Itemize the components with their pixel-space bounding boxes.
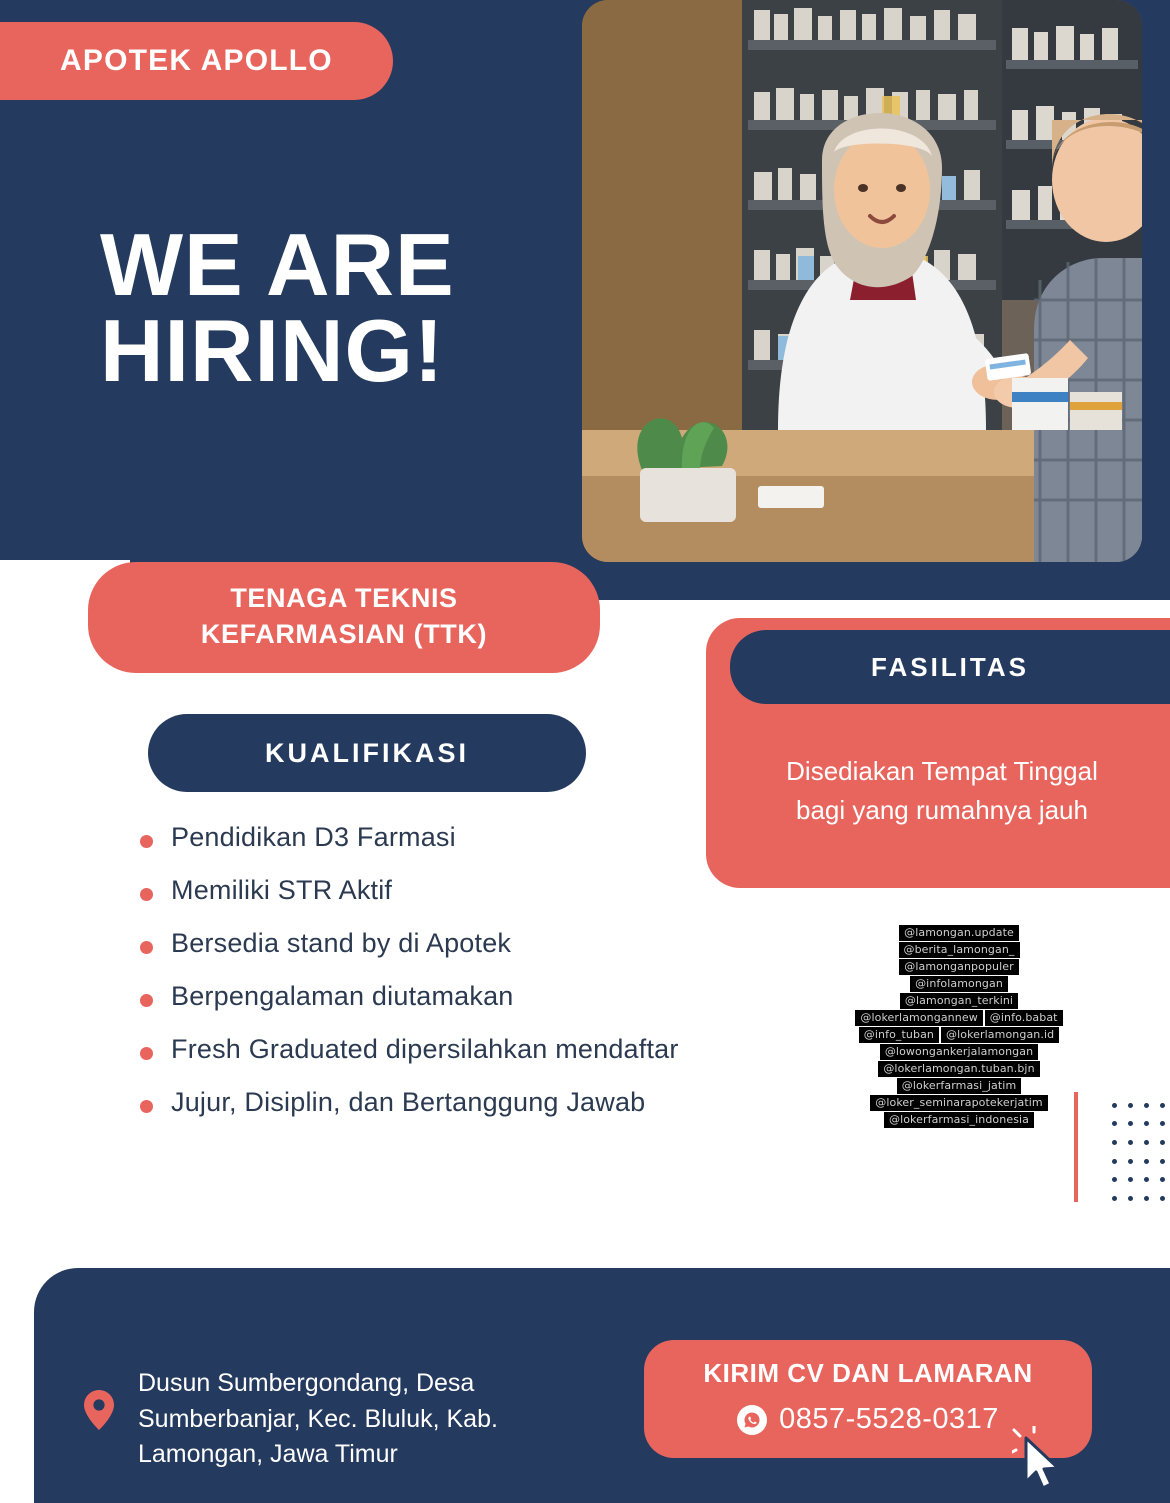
bullet-icon (140, 1047, 153, 1060)
tag-item: @info_tuban (859, 1027, 939, 1043)
tag-row (878, 1061, 1039, 1077)
tag-item: @lokerlamongan.id (941, 1027, 1059, 1043)
job-title-line-1: TENAGA TEKNIS (230, 583, 458, 613)
bullet-icon (140, 888, 153, 901)
bullet-icon (140, 941, 153, 954)
tag-row (899, 959, 1019, 975)
tag-item: @lamongan_terkini (900, 993, 1018, 1009)
qualification-text: Bersedia stand by di Apotek (171, 928, 512, 958)
tag-item: @berita_lamongan_ (899, 942, 1020, 958)
tag-item: @lokerfarmasi_indonesia (884, 1112, 1034, 1128)
tag-row (910, 976, 1008, 992)
list-item (140, 928, 840, 959)
brand-pill: APOTEK APOLLO (0, 22, 393, 100)
social-tag-cloud (846, 925, 1072, 1128)
tag-item: @lamonganpopuler (899, 959, 1019, 975)
tag-item: @lokerlamongannew (855, 1010, 982, 1026)
tag-item: @lamongan.update (899, 925, 1019, 941)
qualification-text: Fresh Graduated dipersilahkan mendaftar (171, 1034, 679, 1064)
tag-row (897, 1078, 1022, 1094)
tag-item: @info.babat (985, 1010, 1063, 1026)
list-item (140, 1034, 840, 1065)
tag-row (880, 1044, 1038, 1060)
list-item (140, 981, 840, 1012)
bullet-icon (140, 835, 153, 848)
facilities-heading: FASILITAS (730, 630, 1170, 704)
tag-item: @lokerlamongan.tuban.bjn (878, 1061, 1039, 1077)
tag-row (870, 1095, 1047, 1111)
tag-item: @loker_seminarapotekerjatim (870, 1095, 1047, 1111)
qualification-text: Memiliki STR Aktif (171, 875, 393, 905)
pharmacy-photo-illustration (582, 0, 1142, 562)
tag-row (900, 993, 1018, 1009)
address-line-1: Dusun Sumbergondang, Desa (138, 1369, 475, 1397)
facilities-text-line-1: Disediakan Tempat Tinggal (786, 756, 1098, 786)
mouse-cursor-icon (1012, 1426, 1068, 1492)
job-title-line-2: KEFARMASIAN (TTK) (200, 619, 488, 650)
address-text (138, 1366, 608, 1473)
tag-item: @lokerfarmasi_jatim (897, 1078, 1022, 1094)
list-item (140, 1087, 840, 1118)
dot-grid-decoration (1106, 1096, 1170, 1208)
location-pin-icon (84, 1390, 114, 1430)
headline-line-1: WE ARE (100, 215, 455, 314)
qualifications-heading: KUALIFIKASI (148, 714, 586, 792)
pharmacy-photo (582, 0, 1142, 562)
tag-row (859, 1027, 1059, 1043)
headline-line-2: HIRING! (100, 301, 445, 401)
tag-row (855, 1010, 1062, 1026)
qualification-text: Pendidikan D3 Farmasi (171, 822, 456, 852)
address-line-2: Sumberbanjar, Kec. Bluluk, Kab. (138, 1404, 498, 1433)
whatsapp-icon (737, 1405, 767, 1435)
cta-title: KIRIM CV DAN LAMARAN (703, 1358, 1033, 1388)
accent-line (1074, 1092, 1078, 1202)
tag-item: @infolamongan (910, 976, 1008, 992)
bullet-icon (140, 994, 153, 1007)
qualification-text: Berpengalaman diutamakan (171, 981, 514, 1011)
page-title (100, 215, 455, 401)
facilities-text-line-2: bagi yang rumahnya jauh (796, 795, 1088, 825)
tag-row (884, 1112, 1034, 1128)
tag-row (899, 925, 1019, 941)
bullet-icon (140, 1100, 153, 1113)
tag-row (899, 942, 1020, 958)
qualification-text: Jujur, Disiplin, dan Bertanggung Jawab (171, 1087, 646, 1117)
tag-item: @lowongankerjalamongan (880, 1044, 1038, 1060)
job-title-pill (88, 562, 600, 673)
address-line-3: Lamongan, Jawa Timur (138, 1440, 398, 1468)
facilities-text (722, 752, 1162, 830)
cta-phone-number[interactable]: 0857-5528-0317 (779, 1403, 999, 1435)
